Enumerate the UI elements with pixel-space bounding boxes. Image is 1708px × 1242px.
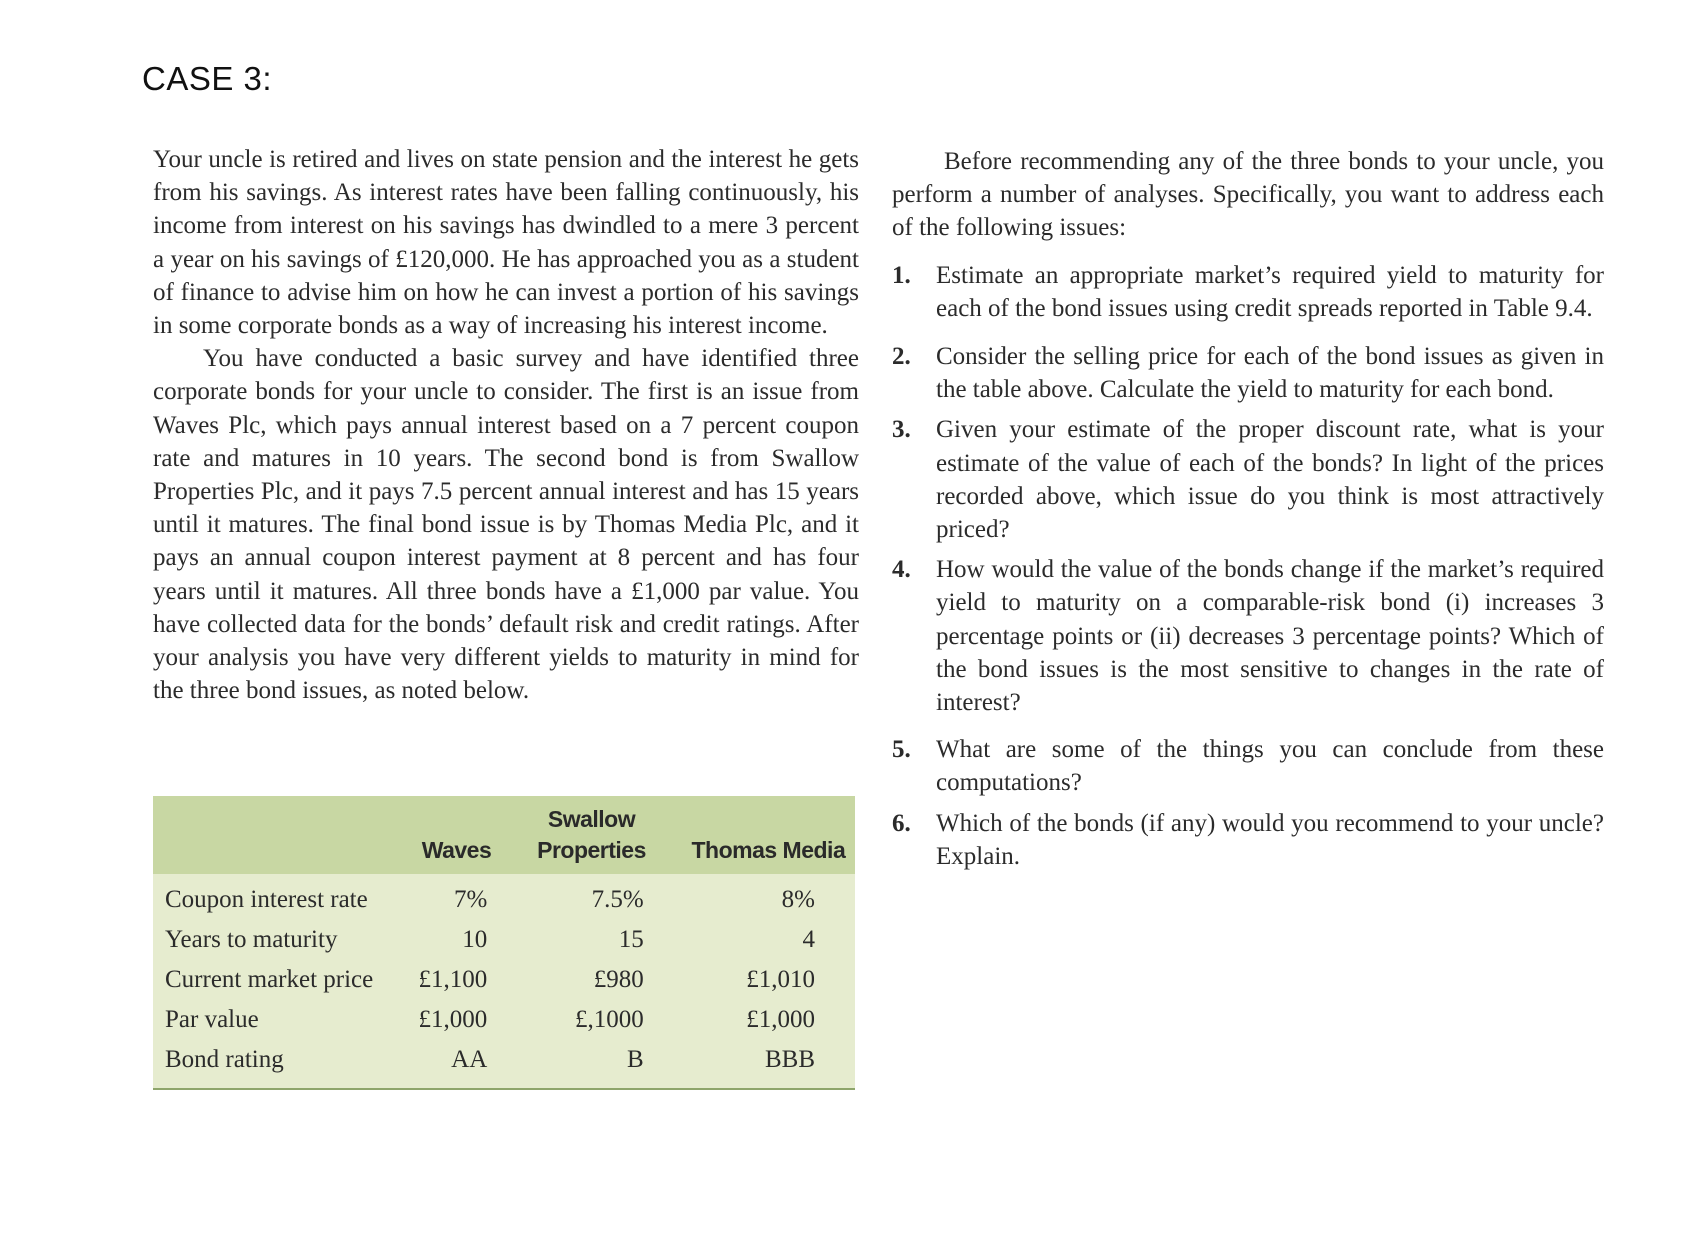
question-item: [892, 340, 1604, 406]
table-cell: B: [627, 1046, 644, 1073]
left-column: [153, 143, 859, 707]
table-cell: Coupon interest rate: [165, 886, 368, 913]
table-cell: 8%: [781, 886, 815, 913]
table-cell: £1,010: [746, 966, 815, 993]
table-cell: £1,000: [746, 1006, 815, 1033]
table-cell: BBB: [764, 1046, 815, 1073]
table-header-row: [153, 796, 855, 874]
table-cell: Par value: [165, 1006, 259, 1033]
question-number: 4.: [892, 556, 911, 584]
table-cell: Current market price: [165, 966, 374, 993]
question-item: [892, 413, 1604, 546]
question-text: What are some of the things you can conclude from these computations?: [936, 736, 1604, 797]
question-text: Given your estimate of the proper discount rate, what is your estimate of the value of each of the bonds? In light of the prices recorded above, which issue do you think is most attractively priced?: [936, 416, 1604, 544]
table-row: [153, 960, 855, 1000]
table-row: [153, 1040, 855, 1088]
question-number: 2.: [892, 343, 911, 371]
question-item: [892, 259, 1604, 325]
table-cell: £,1000: [574, 1006, 644, 1033]
question-item: [892, 807, 1604, 873]
table-cell: Bond rating: [165, 1046, 284, 1073]
table-row: [153, 1000, 855, 1040]
table-header-thomas: Thomas Media: [691, 837, 846, 863]
question-text: How would the value of the bonds change if the market’s required yield to maturity on a comparable-risk bond (i) increases 3 percentage points or (ii) decreases 3 percentage points? Which of the bond issues is the most sensitive to changes in the rate of interest?: [936, 556, 1604, 717]
question-text: Consider the selling price for each of the bond issues as given in the table above. Calculate the yield to maturity for each bond.: [936, 343, 1604, 404]
survey-paragraph: You have conducted a basic survey and have identified three corporate bonds for your uncle to consider. The first is an issue from Waves Plc, which pays annual interest based on a 7 percent coupon rate and matures in 10 years. The second bond is from Swallow Properties Plc, and it pays 7.5 percent annual interest and has 15 years until it matures. The final bond issue is by Thomas Media Plc, and it pays an annual coupon interest payment at 8 percent and has four years until it matures. All three bonds have a £1,000 par value. You have collected data for the bonds’ default risk and credit ratings. After your analysis you have very different yields to maturity in mind for the three bond issues, as noted below.: [153, 345, 859, 705]
table-row: [153, 920, 855, 960]
right-column: [892, 145, 1604, 873]
table-cell: 4: [802, 926, 815, 953]
table-cell: 7%: [453, 886, 488, 913]
question-item: [892, 553, 1604, 719]
table-cell: 15: [618, 926, 644, 953]
table-header-waves: Waves: [421, 837, 492, 863]
case-heading: CASE 3:: [142, 60, 273, 97]
table-cell: 7.5%: [591, 886, 644, 913]
question-text: Estimate an appropriate market’s required yield to maturity for each of the bond issues using credit spreads reported in Table 9.4.: [936, 261, 1604, 322]
table-cell: AA: [451, 1046, 488, 1073]
question-item: [892, 733, 1604, 799]
question-number: 6.: [892, 809, 911, 837]
bond-table: [153, 796, 855, 1090]
analysis-intro: Before recommending any of the three bonds to your uncle, you perform a number of analyses. Specifically, you want to address each of the following issues:: [892, 148, 1604, 242]
table-cell: 10: [462, 926, 488, 953]
question-number: 5.: [892, 736, 911, 764]
table-header-swallow: Swallow Properties: [537, 806, 646, 863]
question-text: Which of the bonds (if any) would you recommend to your uncle? Explain.: [936, 809, 1604, 870]
question-number: 1.: [892, 261, 911, 289]
intro-paragraph: Your uncle is retired and lives on state pension and the interest he gets from his savings. As interest rates have been falling continuously, his income from interest on his savings has dwindled to a mere 3 percent a year on his savings of £120,000. He has approached you as a student of finance to advise him on how he can invest a portion of his savings in some corporate bonds as a way of increasing his interest income.: [153, 146, 859, 340]
table-header-cell: [153, 796, 399, 874]
table-cell: £1,100: [418, 966, 488, 993]
table-cell: £1,000: [418, 1006, 488, 1033]
question-number: 3.: [892, 416, 911, 444]
table-cell: Years to maturity: [165, 926, 338, 953]
table-cell: £980: [593, 966, 644, 993]
table-row: [153, 874, 855, 920]
